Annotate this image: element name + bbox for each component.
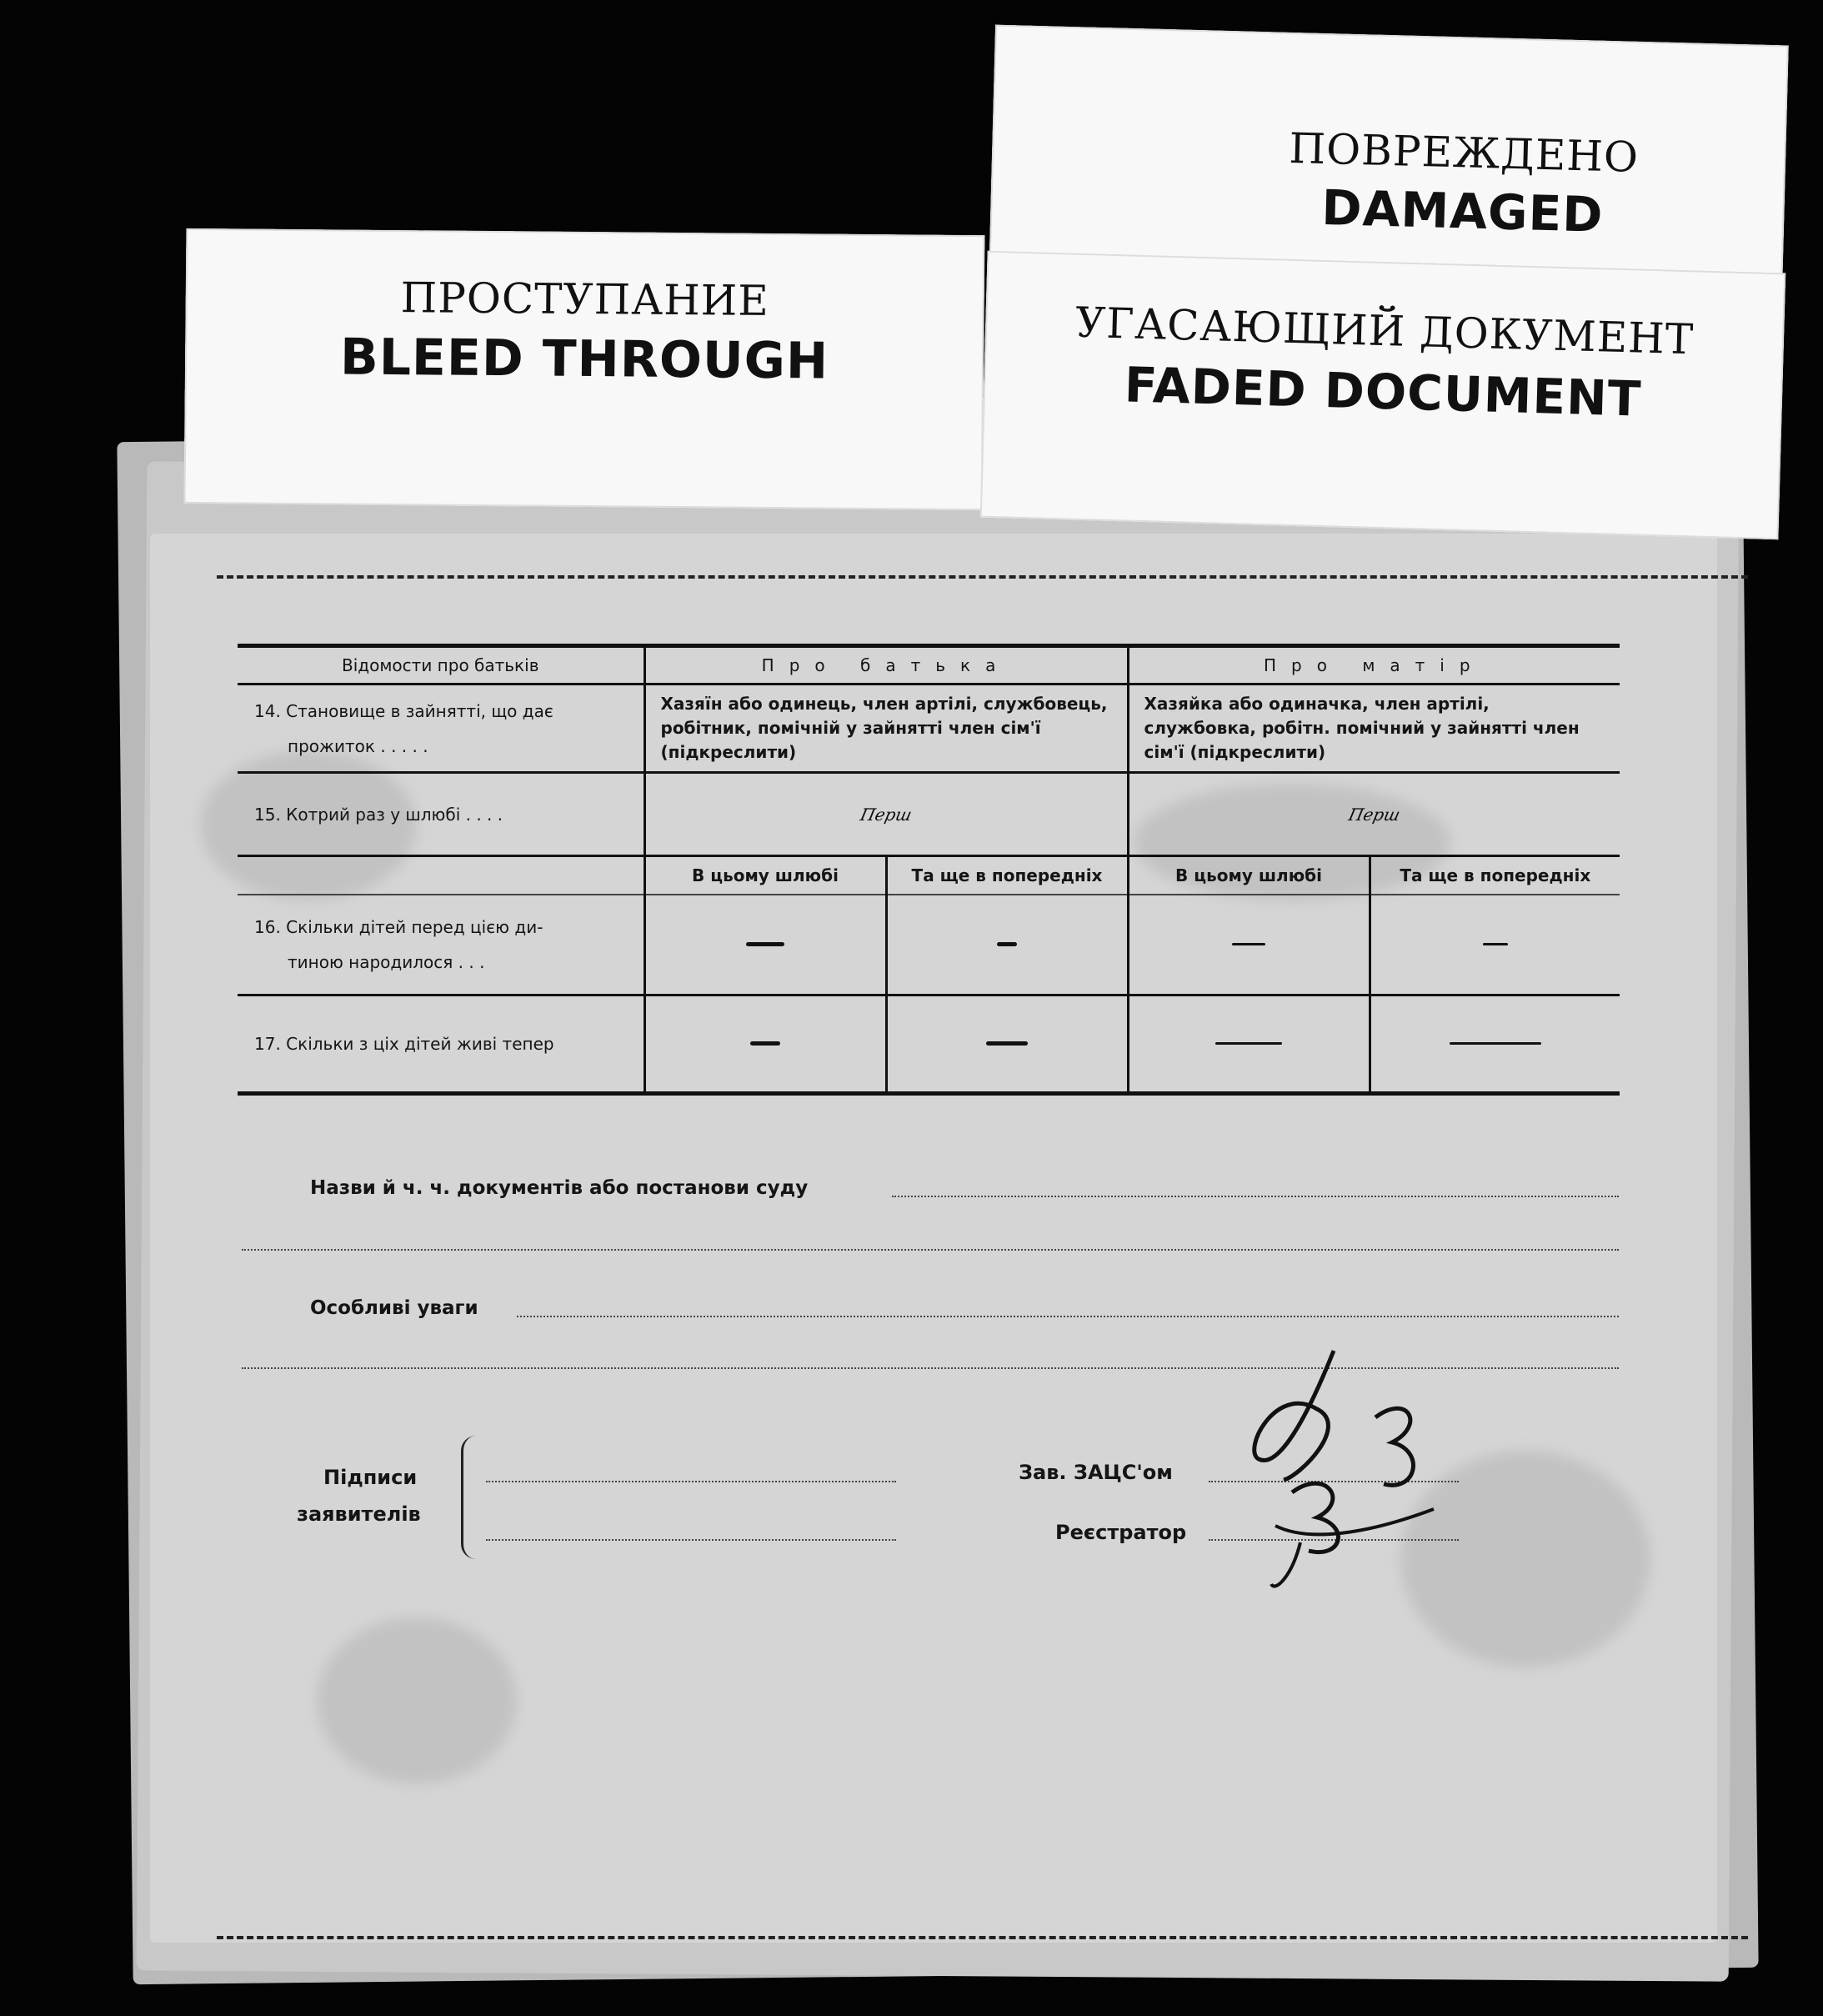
row-14-occupation [238, 685, 1620, 773]
faded-document-en: FADED DOCUMENT [1124, 356, 1643, 428]
row-14-label [238, 685, 644, 773]
row-15-marriage-count [238, 773, 1620, 856]
row-16-father-prev-value [886, 895, 1128, 995]
header-about-father: Про батька [644, 646, 1128, 685]
row-17-mother-prev-value [1370, 995, 1620, 1093]
subheader-mother-this-marriage: В цьому шлюбі [1128, 856, 1370, 895]
documents-line-1 [892, 1196, 1619, 1197]
documents-label: Назви й ч. ч. документів або постанови суду [310, 1177, 809, 1199]
row-17-mother-this-value [1128, 995, 1370, 1093]
head-of-registry-label: Зав. ЗАЦС'ом [1019, 1461, 1173, 1484]
row-16-label-line2: тиною народилося . . . [288, 951, 485, 972]
row-16-mother-this-value [1128, 895, 1370, 995]
parents-info-table [238, 644, 1620, 1096]
row-16-mother-prev-value [1370, 895, 1620, 995]
bleed-through-en: BLEED THROUGH [339, 328, 829, 391]
applicant-signature-line-1 [486, 1481, 896, 1482]
perforation-top [217, 575, 1748, 579]
subheader-father-this-marriage: В цьому шлюбі [644, 856, 886, 895]
faded-document-card [980, 251, 1786, 540]
header-about-mother: Про матір [1128, 646, 1620, 685]
row-17-children-alive [238, 995, 1620, 1093]
row-17-father-this-value [644, 995, 886, 1093]
bleed-through-card [184, 228, 985, 510]
header-parents-info: Відомости про батьків [238, 646, 644, 685]
row-15-father-handwriting: Перш [635, 773, 1136, 856]
row-15-mother-handwriting: Перш [1119, 773, 1628, 856]
row-16-children-born [238, 895, 1620, 995]
subheader-father-previous: Та ще в попередніх [886, 856, 1128, 895]
damaged-ru: ПОВРЕЖДЕНО [1288, 123, 1640, 182]
faded-document-ru: УГАСАЮЩИЙ ДОКУМЕНТ [1074, 298, 1695, 364]
row-14-label-line2: прожиток . . . . . [288, 735, 428, 756]
damaged-en: DAMAGED [1320, 178, 1605, 243]
signatures-label-line1: Підписи [323, 1466, 418, 1489]
perforation-bottom [217, 1936, 1748, 1939]
row-16-father-this-value [644, 895, 886, 995]
row-15-label: 15. Котрий раз у шлюбі . . . . [238, 773, 644, 856]
remarks-label: Особливі уваги [310, 1297, 478, 1319]
documents-line-2 [242, 1249, 1619, 1251]
handwritten-signature [1225, 1334, 1475, 1601]
children-subheader-row [238, 856, 1620, 895]
signatures-brace [461, 1436, 480, 1559]
table-header-row [238, 646, 1620, 685]
row-14-father-options: Хазяїн або одинець, член артілі, службовець, робітник, помічній у зайнятті член сім'ї (підкреслити) [644, 685, 1128, 773]
row-16-label [238, 895, 644, 995]
subheader-mother-previous: Та ще в попередніх [1370, 856, 1620, 895]
registrar-label: Реєстратор [1055, 1521, 1187, 1544]
row-16-label-line1: 16. Скільки дітей перед цією ди- [254, 916, 543, 937]
row-17-label: 17. Скільки з ціх дітей живі тепер [238, 995, 644, 1093]
bleed-through-ru: ПРОСТУПАНИЕ [400, 273, 770, 325]
row-17-father-prev-value [886, 995, 1128, 1093]
signatures-label-line2: заявителів [297, 1502, 421, 1526]
row-14-mother-options: Хазяйка або одиначка, член артілі, службовка, робітн. помічний у зайнятті член сім'ї (підкреслити) [1128, 685, 1620, 773]
applicant-signature-line-2 [486, 1539, 896, 1541]
remarks-line-1 [517, 1316, 1619, 1317]
row-14-label-line1: 14. Становище в зайнятті, що дає [254, 700, 553, 721]
